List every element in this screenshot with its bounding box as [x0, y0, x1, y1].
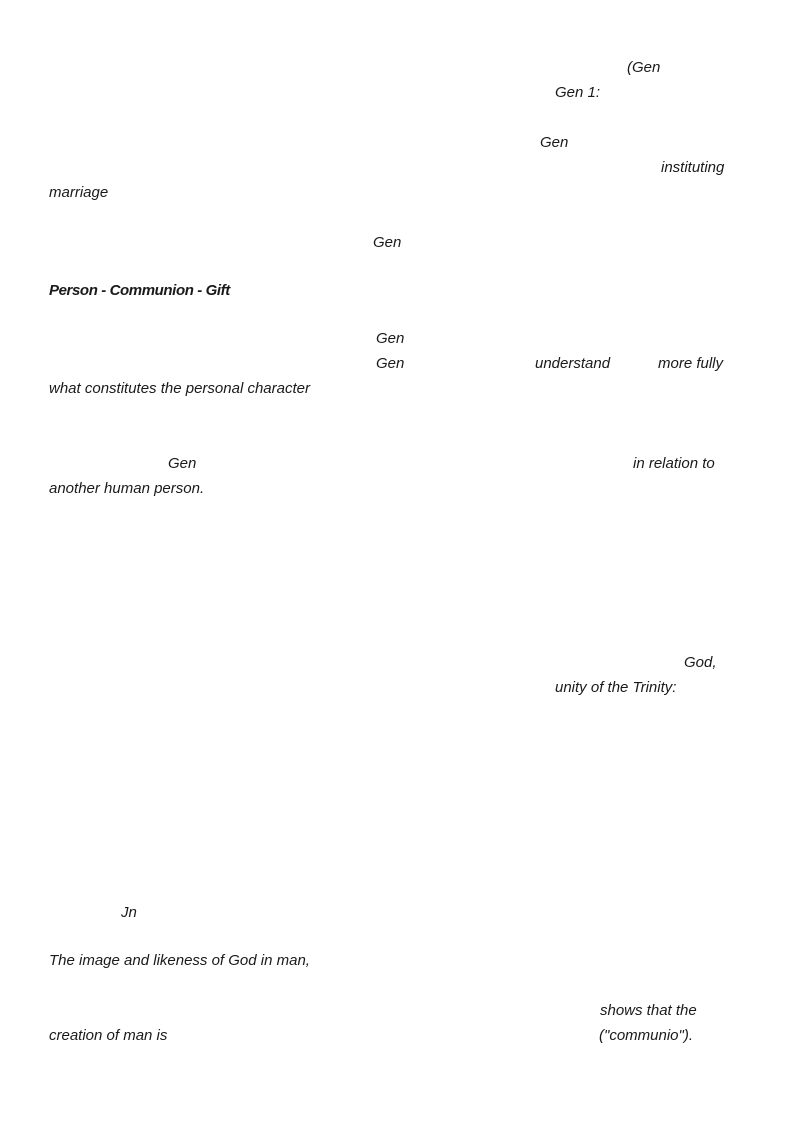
text-fragment: more fully	[658, 355, 724, 372]
section-heading: Person - Communion - Gift	[49, 282, 230, 299]
text-fragment: what constitutes the personal character	[49, 380, 310, 397]
text-fragment: shows that the	[600, 1002, 697, 1019]
text-fragment: (Gen	[627, 59, 661, 76]
text-fragment: Jn	[121, 904, 137, 921]
text-fragment: Gen	[168, 455, 197, 472]
text-fragment: marriage	[49, 184, 109, 201]
text-fragment: instituting	[661, 159, 725, 176]
text-fragment: Gen	[376, 330, 405, 347]
text-fragment: Gen	[540, 134, 569, 151]
text-fragment: Gen 1:	[555, 84, 601, 101]
text-fragment: creation of man is	[49, 1027, 168, 1044]
text-fragment: another human person.	[49, 480, 205, 497]
text-fragment: in relation to	[633, 455, 715, 472]
text-fragment: understand	[535, 355, 611, 372]
text-fragment: God,	[684, 654, 717, 671]
text-fragment: unity of the Trinity:	[555, 679, 677, 696]
text-fragment: Gen	[376, 355, 405, 372]
text-fragment: ("communio").	[599, 1027, 693, 1044]
text-fragment: The image and likeness of God in man,	[49, 952, 310, 969]
text-fragment: Gen	[373, 234, 402, 251]
